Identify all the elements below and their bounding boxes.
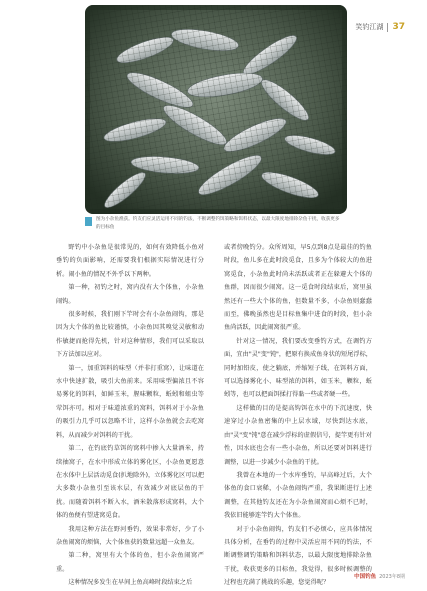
fish-in-net-photo-icon [85, 5, 347, 214]
paragraph: 很多时候，我们刚下竿时会有小杂鱼闹钩，那是因为大个体的鱼比较谨慎，小杂鱼因其嗅觉灵敏和动作敏捷而抢得先机，针对这种情形，我们可以采取以下方法加以应对。 [56, 311, 204, 359]
page-header [355, 22, 405, 32]
paragraph: 第一，加重饵料的味型（并非打重窝），让味道在水中快速扩散，吸引大鱼前来。采用味型偏浓且不容易雾化的饵料，如鲜玉米，腥味颗粒，蚯蚓和蛆虫等荤饵亦可。相对于味道浓重的窝料，饵料对于小杂鱼的吸引力几乎可以忽略不计，这样小杂鱼就会去吃窝料，从而减少对饵料的干扰。 [56, 364, 204, 439]
paragraph: 或者傍晚钓分。众所周知，早5点到8点是最佳的钓鱼时段，鱼儿多在此时段觅食，且多为个体较大的鱼进窝觅食，小杂鱼此时尚未活跃或者正在躲避大个体的鱼群，因而很少闹窝。这一觅食时段结束后，窝里虽然还有一些大个体的鱼，但数量不多，小杂鱼则蠢蠢而至，佛晚虽然也是目标鱼集中进食的时段，但小杂鱼尚活跃，因此闹窝很严重。 [224, 244, 372, 332]
section-title: 笑钓江湖 [355, 23, 384, 31]
paragraph: 第一种，初钓之时，窝内没有大个体鱼，小杂鱼闹钩。 [56, 284, 204, 305]
paragraph: 野钓中小杂鱼是很常见的，如何有效降低小鱼对垂钓的负面影响，还需要我们根据实际情况进行分析。闹小鱼的情况不外乎以下两种。 [56, 244, 204, 278]
paragraph: 对于小杂鱼闹钩，钓友们不必烦心，应具体情况具体分析，在垂钓的过程中灵活应用不同的钓法，不断调整调钓策略和饵料状态，以最大限度地排除杂鱼干扰，收获更多的目标鱼，我觉得，很多时候调整的过程也充满了挑战的乐趣，您觉得呢？ [224, 525, 372, 587]
header-divider [387, 23, 388, 32]
paragraph: 我曾在本地的一个水库垂钓，早高峰过后，大个体鱼的食口衰稀，小杂鱼闹钩严重，我果断进行上述调整，在其他钓友还在为小杂鱼闹窝而心烦不已时，我依旧能够连竿钓大个体鱼。 [224, 471, 372, 520]
paragraph: 这种情况多发生在早间上鱼高峰时段结束之后 [68, 579, 193, 587]
fish-photo [85, 5, 347, 214]
page-footer [354, 572, 405, 580]
paragraph: 第二，在钓底钓草饵的窝料中掺入大量酒米，持续抽窝子，在水中形成立体的雾化区，小杂鱼更愿意在水体中上层活动觅食(扒地除外)，立体雾化区可以把大多数小杂鱼引至该水层，有效减少对底层鱼的干扰。而随着饵料不断入水，酒米散落形成窝料，大个体的鱼便有望进窝觅食。 [56, 445, 204, 520]
caption-marker [85, 217, 92, 226]
photo-caption: 图为小杂鱼渔获。钓友们应灵活运用不同的钓法，不断调整钓饵策略和饵料状态，以最大限度地排除杂鱼干扰，收获更多的目标鱼 [96, 217, 340, 230]
paragraph: 我用这种方法在野河垂钓，效果非常好，少了小杂鱼闹窝的烦恼，大个体鱼获的数量远超一众鱼友。 [56, 525, 204, 546]
article-right-column [224, 241, 372, 590]
paragraph: 针对这一情况，我们要改变垂钓方式，在调钓方面，宜由"灵"变"钝"，把原有换成鱼身状的短尾浮标，同时加铅皮，使之躺底，并缩短子线，在饵料方面，可以选择雾化小、味型浓的饵料，如玉米，颗粒，蚯蚓等，也可以把面饵揉打得黏一些或者硬一些。 [224, 337, 372, 399]
paragraph: 这样做的目的是提高钩饵在水中的下沉速度，快速穿过小杂鱼密集的中上层水域，尽快到达水底，由"灵"变"钝"意在减少浮标的虚假信号，提竿更有针对性，因水底也会有一些小杂鱼，所以还要对饵料进行调整，以进一步减少小杂鱼的干扰。 [224, 404, 372, 466]
paragraph: 第二种，窝里有大个体的鱼，但小杂鱼闹窝严重。 [56, 552, 204, 573]
article-left-column [56, 241, 204, 590]
magazine-logo: 中国钓鱼 [354, 574, 377, 580]
page-number: 37 [392, 22, 405, 32]
issue-label: 2023年8期 [379, 573, 405, 580]
